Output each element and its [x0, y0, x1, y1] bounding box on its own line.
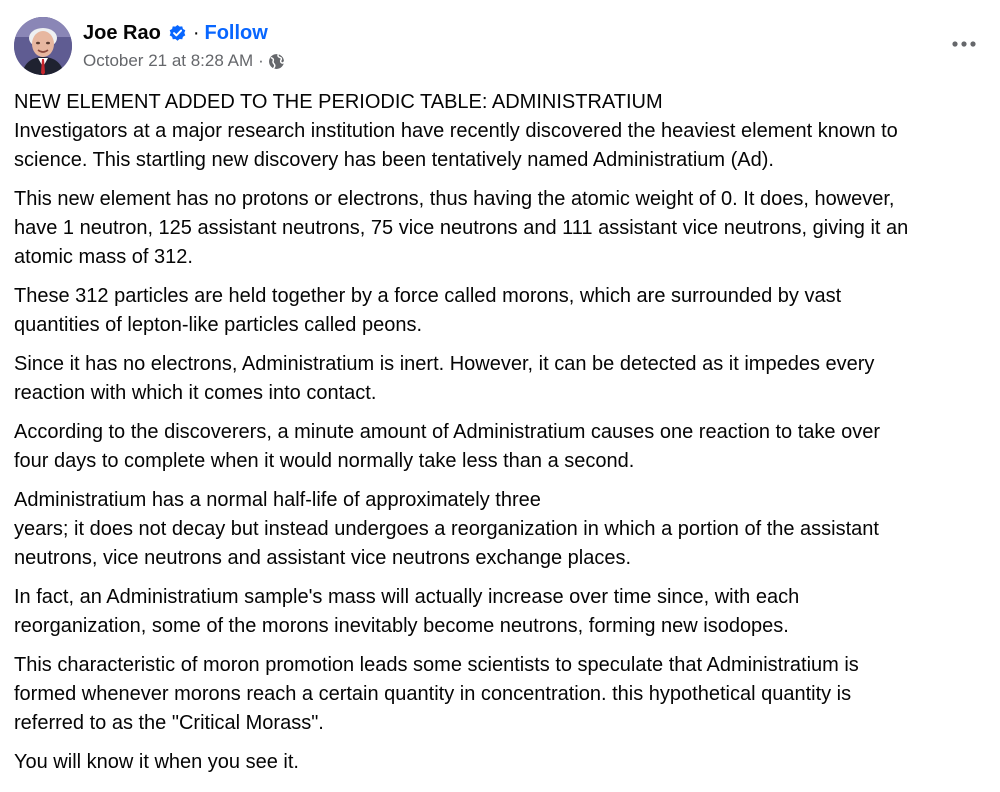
more-options-button[interactable] — [946, 30, 982, 58]
separator-dot: · — [258, 51, 264, 70]
post-paragraph — [14, 486, 986, 573]
post-text-line: This characteristic of moron promotion leads some scientists to speculate that Administratium is — [14, 654, 859, 676]
post-header — [0, 0, 1000, 90]
post-text-line: Investigators at a major research institution have recently discovered the heaviest element known to — [14, 120, 898, 142]
post-text-line: reaction with which it comes into contact. — [14, 382, 377, 404]
post-paragraph — [14, 583, 986, 641]
follow-button[interactable]: Follow — [204, 21, 268, 44]
verified-badge-icon — [168, 24, 187, 43]
post-paragraph — [14, 350, 986, 408]
post-text-line: Since it has no electrons, Administratium is inert. However, it can be detected as it impedes every — [14, 353, 875, 375]
separator-dot: · — [192, 21, 200, 44]
avatar-image — [14, 17, 72, 75]
post-timestamp[interactable]: October 21 at 8:28 AM — [83, 51, 254, 70]
post-text-line: You will know it when you see it. — [14, 751, 299, 773]
post-text-line: According to the discoverers, a minute amount of Administratium causes one reaction to take over — [14, 421, 880, 443]
post-text-line: These 312 particles are held together by a force called morons, which are surrounded by vast — [14, 285, 842, 307]
post-paragraph — [14, 651, 986, 738]
post-text-line: atomic mass of 312. — [14, 246, 193, 268]
author-avatar[interactable] — [14, 17, 72, 75]
post-text-line: have 1 neutron, 125 assistant neutrons, 75 vice neutrons and 111 assistant vice neutrons, giving it an — [14, 217, 909, 239]
post-text-line: In fact, an Administratium sample's mass will actually increase over time since, with each — [14, 586, 800, 608]
author-name[interactable]: Joe Rao — [83, 21, 161, 44]
post-text-line: formed whenever morons reach a certain quantity in concentration. this hypothetical quantity is — [14, 683, 852, 705]
post-paragraph — [14, 282, 986, 340]
post-text-line: science. This startling new discovery has been tentatively named Administratium (Ad). — [14, 149, 774, 171]
post-text-line: four days to complete when it would normally take less than a second. — [14, 450, 635, 472]
post-paragraph — [14, 88, 986, 175]
post-text-line: This new element has no protons or electrons, thus having the atomic weight of 0. It does, however, — [14, 188, 895, 210]
author-row — [83, 19, 268, 47]
post-paragraph — [14, 748, 986, 777]
post-paragraph — [14, 185, 986, 272]
post-body — [14, 88, 986, 787]
globe-icon[interactable] — [268, 53, 285, 70]
more-options-icon — [951, 40, 977, 48]
post-text-line: quantities of lepton-like particles called peons. — [14, 314, 423, 336]
post-text-line: neutrons, vice neutrons and assistant vice neutrons exchange places. — [14, 547, 632, 569]
post-text-line: reorganization, some of the morons inevitably become neutrons, forming new isodopes. — [14, 615, 789, 637]
post-text-line: Administratium has a normal half-life of approximately three — [14, 489, 541, 511]
post-text-line: NEW ELEMENT ADDED TO THE PERIODIC TABLE: ADMINISTRATIUM — [14, 91, 663, 113]
post-paragraph — [14, 418, 986, 476]
post-text-line: years; it does not decay but instead undergoes a reorganization in which a portion of the assistant — [14, 518, 879, 540]
post-meta — [83, 50, 285, 72]
post-text-line: referred to as the "Critical Morass". — [14, 712, 324, 734]
